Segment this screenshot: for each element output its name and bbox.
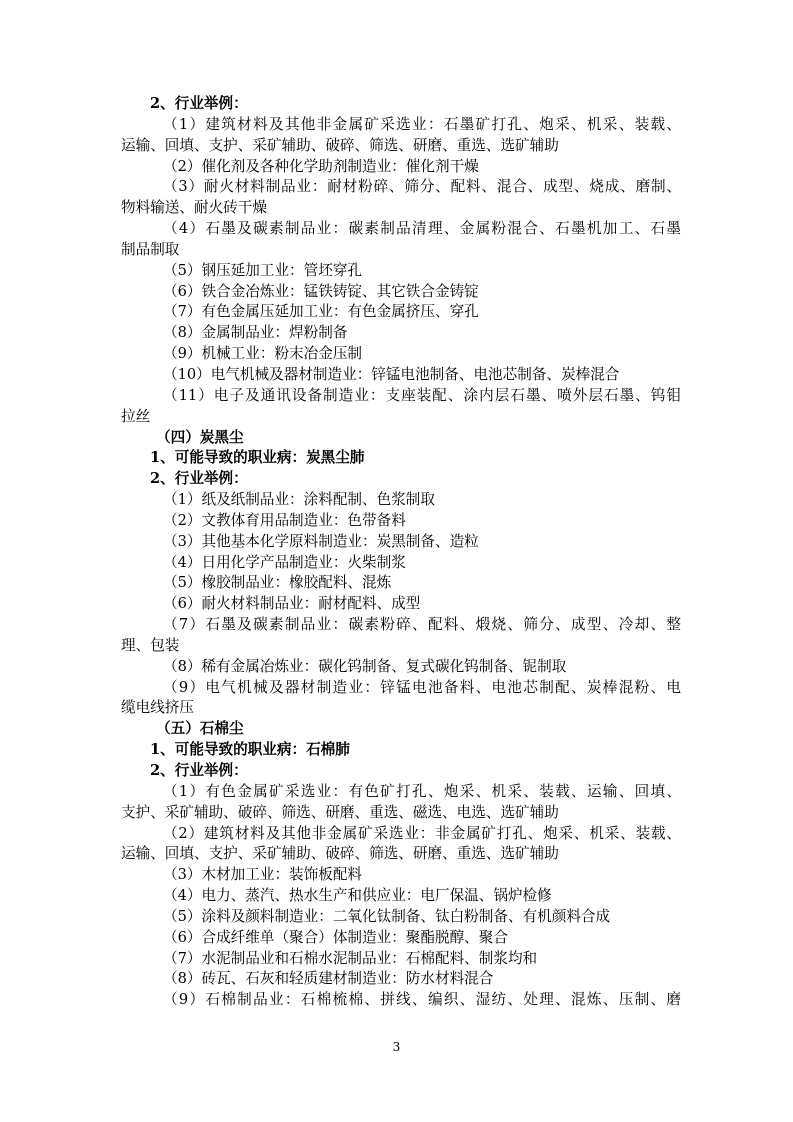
paragraph-line: （2）建筑材料及其他非金属矿采选业：非金属矿打孔、炮采、机采、装载、	[163, 824, 681, 842]
paragraph-line: （7）石墨及碳素制品业：碳素粉碎、配料、煅烧、筛分、成型、冷却、整	[163, 616, 681, 634]
paragraph-line: （8）稀有金属冶炼业：碳化钨制备、复式碳化钨制备、铌制取	[163, 657, 567, 675]
paragraph-line: （6）耐火材料制品业：耐材配料、成型	[163, 595, 421, 613]
paragraph-line: （5）钢压延加工业：管坯穿孔	[163, 261, 363, 279]
paragraph-line: （3）耐火材料制品业：耐材粉碎、筛分、配料、混合、成型、烧成、磨制、	[163, 178, 681, 196]
paragraph-line: （1）纸及纸制品业：涂料配制、色浆制取	[163, 491, 435, 509]
paragraph-line: （7）水泥制品业和石棉水泥制品业：石棉配料、制浆均和	[163, 949, 538, 967]
paragraph-line: （5）橡胶制品业：橡胶配料、混炼	[163, 574, 392, 592]
paragraph-line: （7）有色金属压延加工业：有色金属挤压、穿孔	[163, 303, 479, 321]
paragraph-line: （1）建筑材料及其他非金属矿采选业：石墨矿打孔、炮采、机采、装载、	[163, 115, 681, 133]
paragraph-line: （8）砖瓦、石灰和轻质建材制造业：防水材料混合	[163, 970, 494, 988]
paragraph-line: 制品制取	[121, 240, 180, 258]
heading-industry-examples: 2、行业举例：	[150, 95, 248, 112]
paragraph-line: 物料输送、耐火砖干燥	[121, 199, 267, 217]
page-number: 3	[392, 1040, 401, 1054]
paragraph-line: 运输、回填、支护、采矿辅助、破碎、筛选、研磨、重选、选矿辅助	[121, 136, 559, 154]
paragraph-line: （11）电子及通讯设备制造业：支座装配、涂内层石墨、喷外层石墨、钨钼	[163, 386, 681, 404]
paragraph-line: （6）铁合金冶炼业：锰铁铸锭、其它铁合金铸锭	[163, 282, 479, 300]
document-body	[121, 94, 681, 1011]
section-heading-asbestos-dust: （五）石棉尘	[156, 720, 244, 738]
paragraph-line: 运输、回填、支护、采矿辅助、破碎、筛选、研磨、重选、选矿辅助	[121, 845, 559, 863]
paragraph-line: （1）有色金属矿采选业：有色矿打孔、炮采、机采、装载、运输、回填、	[163, 782, 681, 800]
paragraph-line: （2）催化剂及各种化学助剂制造业：催化剂干燥	[163, 157, 479, 175]
paragraph-line: （4）电力、蒸汽、热水生产和供应业：电厂保温、锅炉检修	[163, 887, 552, 905]
paragraph-line: （3）木材加工业：装饰板配料	[163, 866, 363, 884]
paragraph-line: （5）涂料及颜料制造业：二氧化钛制备、钛白粉制备、有机颜料合成	[163, 907, 611, 925]
paragraph-line: （2）文教体育用品制造业：色带备料	[163, 511, 406, 529]
paragraph-line: （8）金属制品业：焊粉制备	[163, 324, 348, 342]
paragraph-line: （4）石墨及碳素制品业：碳素制品清理、金属粉混合、石墨机加工、石墨	[163, 220, 681, 238]
paragraph-line: 拉丝	[121, 407, 151, 425]
paragraph-line: （6）合成纤维单（聚合）体制造业：聚酯脱醇、聚合	[163, 928, 508, 946]
heading-industry-examples: 2、行业举例：	[150, 470, 248, 488]
paragraph-line: （9）石棉制品业：石棉梳棉、拼线、编织、湿纺、处理、混炼、压制、磨	[163, 991, 681, 1009]
paragraph-line: 缆电线挤压	[121, 699, 194, 717]
heading-industry-examples: 2、行业举例：	[150, 762, 248, 779]
section-heading-carbon-black-dust: （四）炭黑尘	[156, 428, 244, 446]
paragraph-line: 支护、采矿辅助、破碎、筛选、研磨、重选、磁选、电选、选矿辅助	[121, 803, 559, 821]
paragraph-line: （9）电气机械及器材制造业：锌锰电池备料、电池芯制配、炭棒混粉、电	[163, 678, 681, 696]
heading-occupational-disease: 1、可能导致的职业病：石棉肺	[150, 741, 350, 759]
paragraph-line: （4）日用化学产品制造业：火柴制浆	[163, 553, 406, 571]
heading-occupational-disease: 1、可能导致的职业病：炭黑尘肺	[150, 449, 365, 467]
paragraph-line: （3）其他基本化学原料制造业：炭黑制备、造粒	[163, 532, 479, 550]
paragraph-line: （9）机械工业：粉末冶金压制	[163, 345, 363, 363]
paragraph-line: 理、包装	[121, 636, 180, 654]
paragraph-line: （10）电气机械及器材制造业：锌锰电池制备、电池芯制备、炭棒混合	[163, 365, 620, 383]
